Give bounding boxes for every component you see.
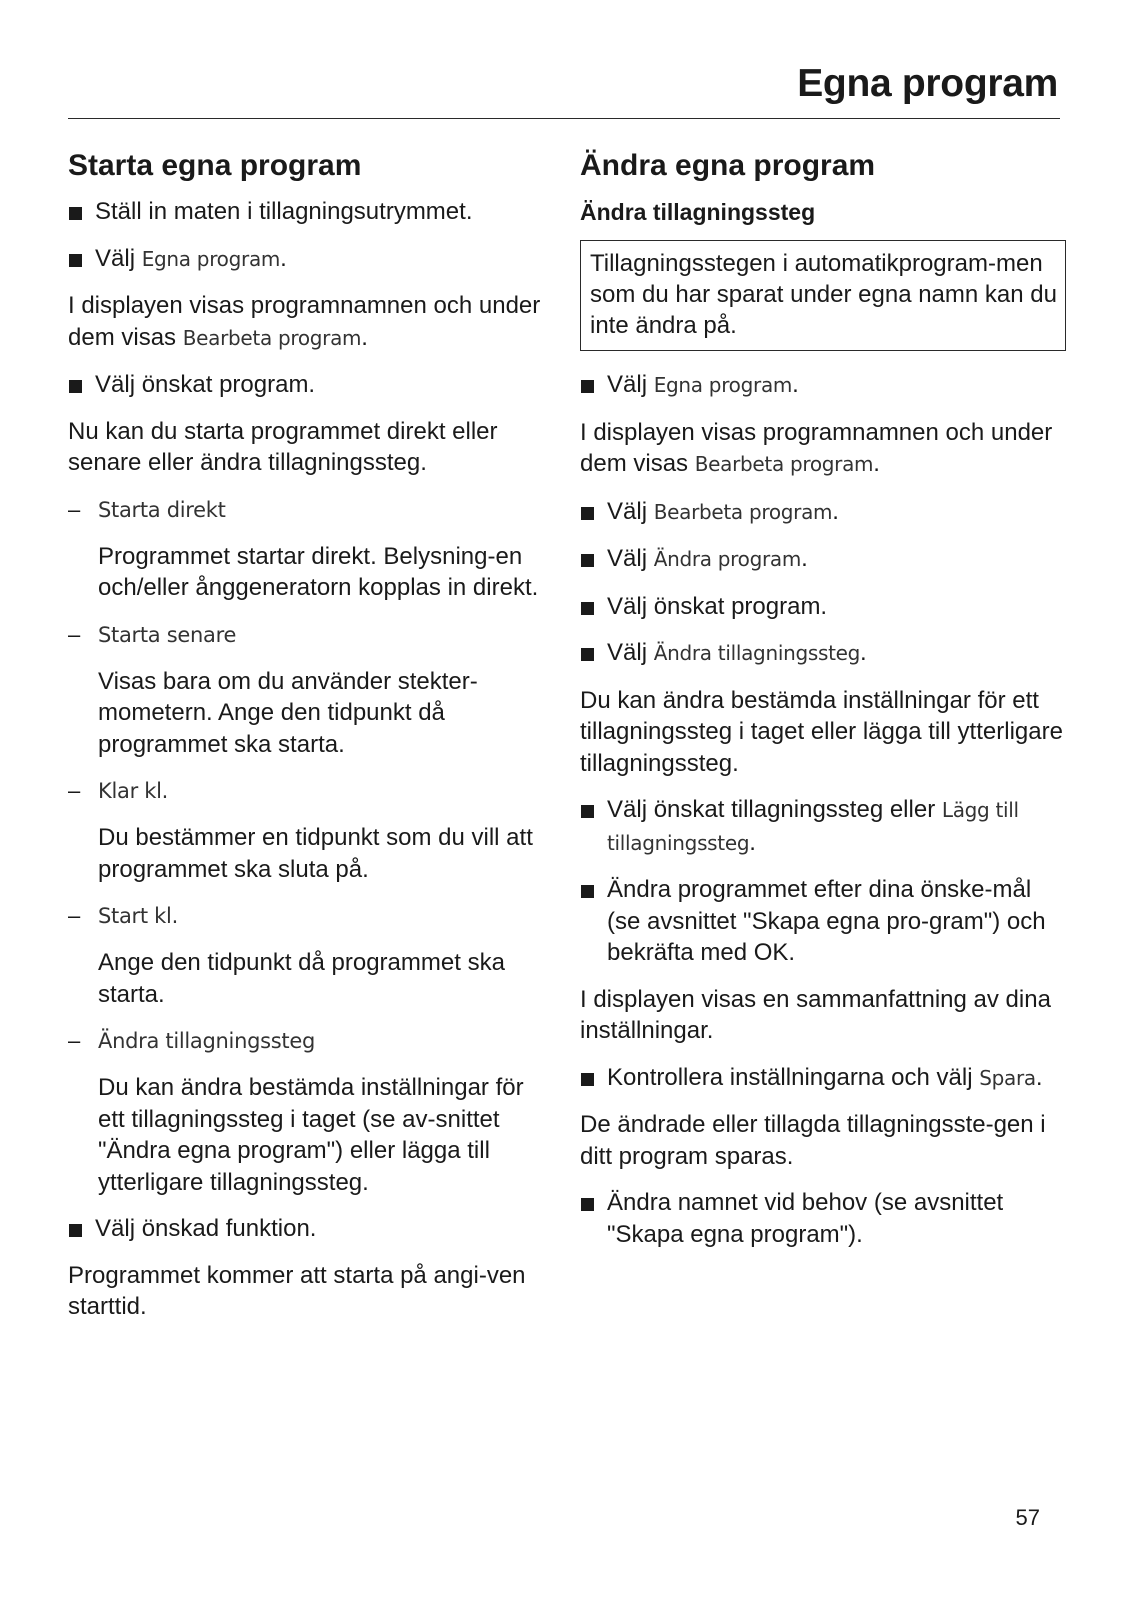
bullet-square-icon [69,1224,82,1237]
display-term: Ändra tillagningssteg [98,1029,315,1053]
step-item [580,1062,1066,1095]
step-text: Ändra programmet efter dina önske-mål (se avsnittet "Skapa egna pro-gram") och bekräfta med OK. [607,876,1046,966]
step-text: . [792,371,799,398]
step-text: Välj [607,371,654,398]
step-text: Ändra namnet vid behov (se avsnittet "Skapa egna program"). [607,1189,1004,1248]
dash-icon: – [68,496,81,522]
step-item [580,369,1066,402]
step-item [580,637,1066,670]
display-term: Bearbeta program [182,325,362,350]
paragraph: Du kan ändra bestämda inställningar för ett tillagningssteg i taget eller lägga till ytterligare tillagningssteg. [580,686,1063,777]
option-description: Programmet startar direkt. Belysning-en och/eller ånggeneratorn kopplas in direkt. [98,542,539,601]
dash-icon: – [68,778,81,803]
note-box: Tillagningsstegen i automatikprogram-men som du har sparat under egna namn kan du inte ändra på. [580,240,1066,351]
display-term: Bearbeta program [694,452,874,476]
step-item [580,591,1066,623]
paragraph: I displayen visas en sammanfattning av dina inställningar. [580,985,1051,1044]
paragraph-text: . [873,450,880,477]
paragraph-text: . [361,323,368,351]
step-item [580,874,1066,969]
step-item [580,496,1066,529]
step-text: . [280,244,287,272]
step-item [580,1187,1066,1250]
bullet-square-icon [69,207,82,220]
step-text: . [801,545,808,572]
option-description: Du bestämmer en tidpunkt som du vill att programmet ska sluta på. [98,824,533,883]
subsection-title: Ändra tillagningssteg [580,199,816,225]
bullet-square-icon [581,602,594,615]
page-number: 57 [1015,1505,1040,1530]
display-term: Ändra tillagningssteg [653,641,861,665]
step-text: Kontrollera inställningarna och välj [607,1063,980,1091]
display-term: Starta senare [98,622,237,647]
section-title: Starta egna program [68,149,362,182]
display-term: Egna program [653,373,793,397]
step-text: Välj önskat tillagningssteg eller [607,796,942,823]
display-term: Klar kl. [98,779,169,803]
step-item [580,543,1066,576]
step-text: Ställ in maten i tillagningsutrymmet. [95,198,473,225]
option-description: Visas bara om du använder stekter-mometern. Ange den tidpunkt då programmet ska starta. [98,667,478,758]
step-text: Välj [607,545,654,572]
paragraph: Nu kan du starta programmet direkt eller senare eller ändra tillagningssteg. [68,417,498,476]
paragraph-text: I displayen visas programnamnen och under dem visas [68,292,541,351]
bullet-square-icon [581,554,594,567]
step-text: Välj önskat program. [95,371,316,398]
display-term: Ändra program [653,547,802,571]
right-column [580,146,1066,1265]
step-item [68,196,553,228]
step-text: . [832,497,839,525]
bullet-square-icon [581,507,594,520]
option-description: Du kan ändra bestämda inställningar för ett tillagningssteg i taget (se av-snittet "Ändra egna program") eller lägga till ytterligare tillagningssteg. [98,1074,524,1196]
step-text: . [749,828,756,856]
option-label [68,900,553,932]
bullet-square-icon [581,885,594,898]
option-label [68,494,553,526]
step-text: Välj [607,497,654,525]
step-item [68,369,553,401]
display-term: Lägg till tillagningssteg [607,798,1019,855]
step-text: Välj [607,639,654,666]
paragraph [68,290,553,354]
page-header-title: Egna program [797,62,1058,105]
bullet-square-icon [581,805,594,818]
dash-icon: – [68,621,81,647]
paragraph: De ändrade eller tillagda tillagningsste-gen i ditt program sparas. [580,1111,1046,1170]
step-item [580,794,1066,859]
bullet-square-icon [69,380,82,393]
option-label [68,1025,553,1057]
option-label [68,775,553,807]
bullet-square-icon [69,254,82,267]
section-title: Ändra egna program [580,149,876,182]
step-text: Välj önskad funktion. [95,1215,317,1242]
display-term: Start kl. [98,904,178,928]
bullet-square-icon [581,1073,594,1086]
display-term: Starta direkt [98,497,226,522]
display-term: Bearbeta program [653,499,833,524]
bullet-square-icon [581,648,594,661]
option-label [68,619,553,651]
step-text: Välj [95,244,142,272]
dash-icon: – [68,903,81,928]
option-description: Ange den tidpunkt då programmet ska starta. [98,949,505,1008]
step-item [68,243,553,276]
step-text: Välj önskat program. [607,592,828,620]
bullet-square-icon [581,1198,594,1211]
dash-icon: – [68,1028,81,1053]
paragraph: Programmet kommer att starta på angi-ven starttid. [68,1261,526,1320]
left-column [68,146,553,1338]
bullet-square-icon [581,380,594,393]
display-term: Egna program [141,246,281,271]
header-divider [68,118,1060,119]
step-text: . [1035,1063,1043,1091]
step-text: . [860,639,867,666]
paragraph [580,417,1066,481]
paragraph-text: I displayen visas programnamnen och under dem visas [580,418,1053,477]
display-term: Spara [979,1065,1036,1090]
step-item [68,1213,553,1245]
